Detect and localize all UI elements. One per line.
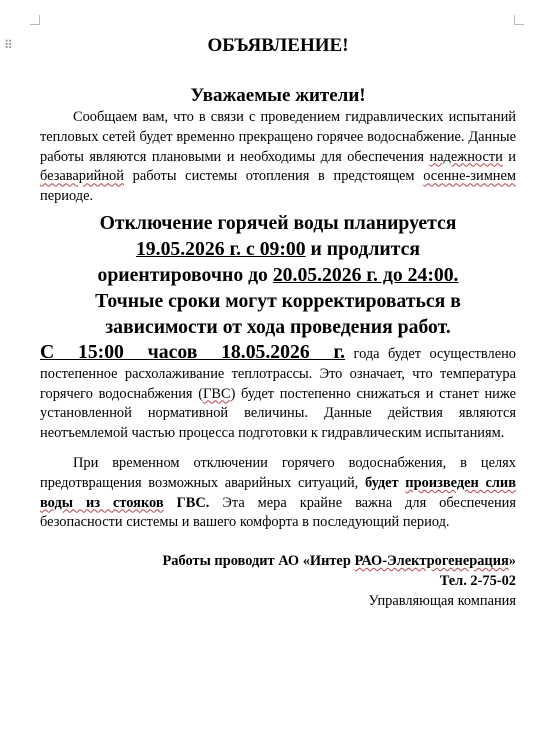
drain-bold-text: будет [364,474,406,491]
outage-line-1: Отключение горячей воды планируется [99,211,457,234]
announcement-title: ОБЪЯВЛЕНИЕ! [207,35,349,56]
outage-end-date: 20.05.2026 г. до 24:00. [272,263,459,286]
outage-start-date: 19.05.2026 г. с 09:00 [135,237,306,260]
contractor-text: Работы проводит АО «Интер [162,553,355,570]
drain-bold-text: ГВС. [163,494,210,511]
spellcheck-word[interactable]: РАО-Электрогенерация [354,553,509,570]
cooldown-start: С 15:00 часов 18.05.2026 г. [40,340,346,363]
spellcheck-word[interactable]: осенне-зимнем [423,168,516,185]
cooldown-paragraph [40,340,517,444]
outage-text: ориентировочно до [97,263,273,286]
drain-text: При временном отключении горячего водоснабжения, в целях предотвращения возможных аварийных ситуаций, [40,454,516,491]
drag-handle-icon[interactable]: ⠿ [4,38,13,52]
spellcheck-phrase[interactable]: произведен слив воды из стояков [40,474,516,511]
company-line: Управляющая компания [368,592,516,609]
phone-line: Тел. 2-75-02 [439,572,516,589]
spellcheck-word[interactable]: безаварийной [40,168,124,185]
greeting-heading: Уважаемые жители! [190,85,366,106]
contractor-line [40,552,516,572]
page-corner-mark-top-left [30,15,40,25]
drain-paragraph [40,454,516,533]
document-page [40,32,516,612]
outage-line-2 [40,236,516,262]
outage-line-3 [40,262,516,288]
intro-text: работы системы отопления в предстоящем [123,168,424,185]
intro-text: периоде. [40,188,94,205]
spellcheck-word[interactable]: надежности [429,148,503,165]
contractor-text: » [508,553,516,570]
cooldown-text: года будет осуществлено постепенное расхолаживание теплотрассы. Это означает, что температура горячего водоснабжения ( [40,345,517,402]
intro-text: Сообщаем вам, что в связи с проведением гидравлических испытаний тепловых сетей будет временно прекращено горячее водоснабжение. Данные работы являются плановыми и необходимы для обеспечения [40,109,516,165]
spellcheck-word[interactable]: ГВС [203,385,231,402]
cooldown-text: ) будет постепенно снижаться и станет ниже установленной нормативной величины. Данные действия являются неотъемлемой частью процесса подготовки к гидравлическим испытаниям. [40,385,516,442]
intro-paragraph [40,108,516,207]
outage-note: Точные сроки могут корректироваться в зависимости от хода проведения работ. [95,289,461,338]
page-corner-mark-top-right [514,15,524,25]
intro-text: и [502,148,516,165]
drain-text: Эта мера крайне важна для обеспечения безопасности системы и вашего комфорта в последующий период. [40,494,516,531]
outage-text: и продлится [305,237,421,260]
